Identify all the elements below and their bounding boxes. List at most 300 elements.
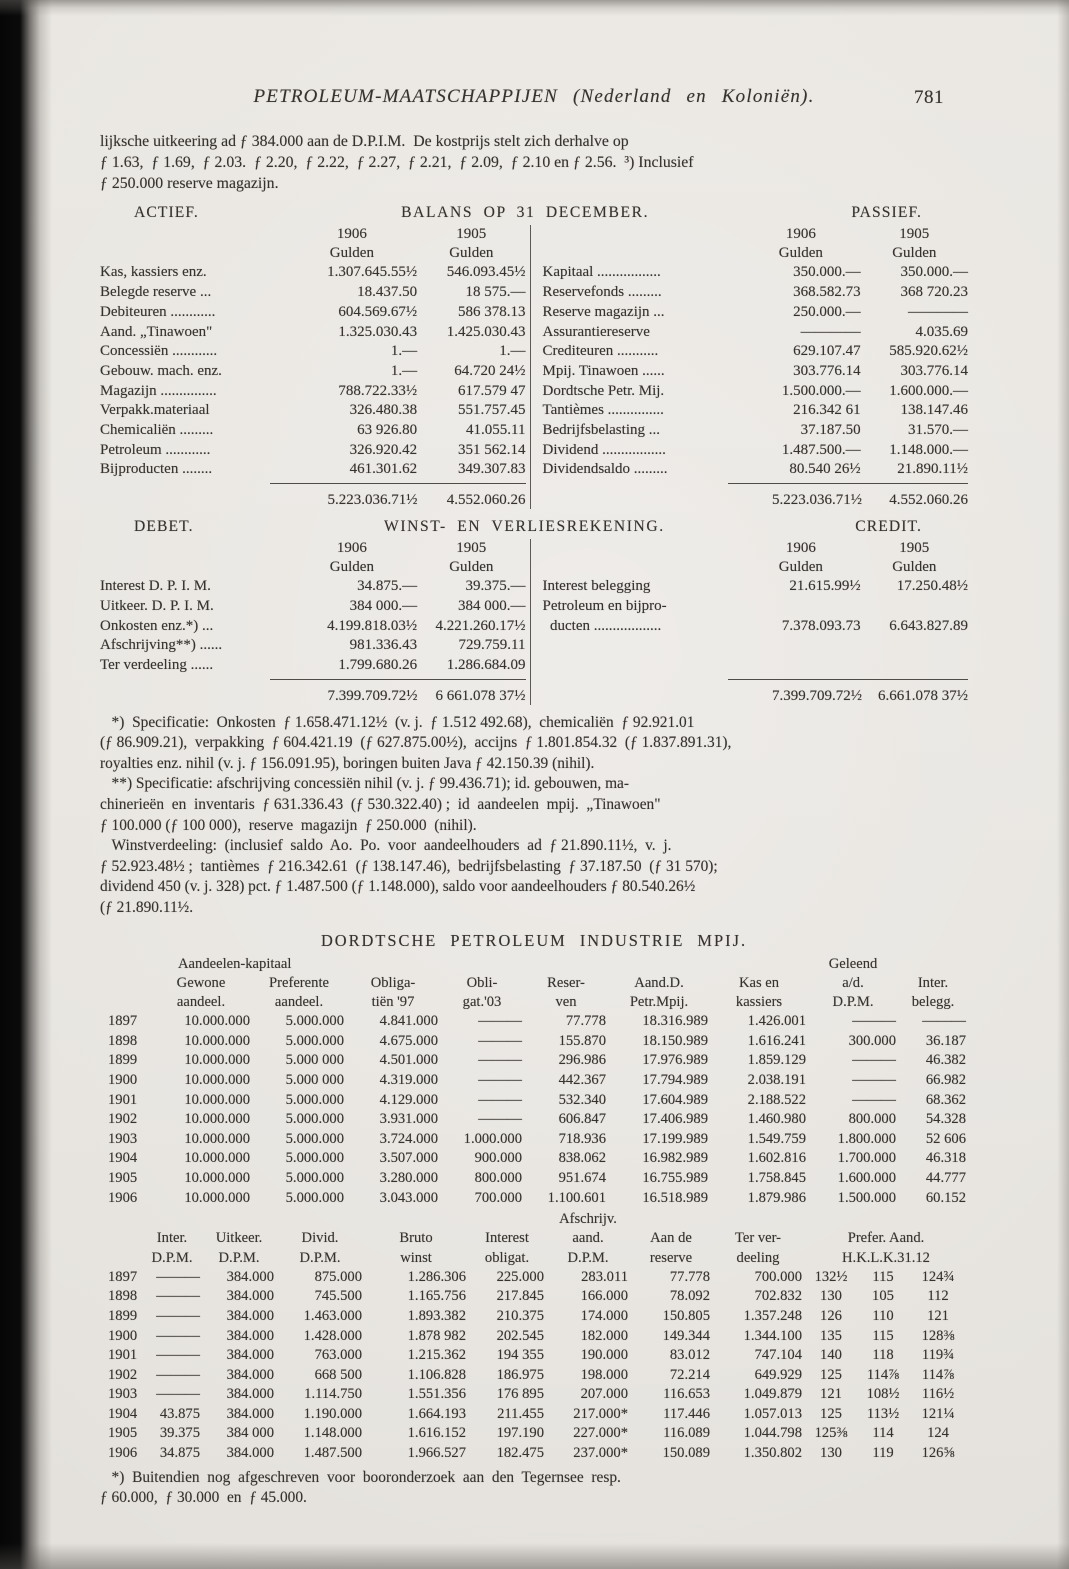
- table-cell: 1906: [108, 1189, 138, 1206]
- table-cell: Afschrijving**) ......: [100, 637, 223, 654]
- table-cell: 1899: [108, 1307, 138, 1324]
- table-row: [100, 1169, 968, 1189]
- total-1906: 7.399.709.72½: [772, 687, 862, 704]
- table-cell: winst: [400, 1249, 432, 1266]
- table-row: [543, 441, 969, 461]
- table-cell: 875.000: [314, 1268, 362, 1285]
- table-cell: 532.340: [558, 1091, 607, 1108]
- winst-tables: [100, 539, 968, 705]
- table-cell: Gebouw. mach. enz.: [100, 362, 222, 379]
- table-cell: ducten ..................: [542, 617, 662, 634]
- table-cell: ————: [800, 323, 861, 340]
- table-cell: ———: [478, 1032, 523, 1049]
- table-cell: 4.319.000: [379, 1071, 439, 1088]
- table-cell: 1.428.000: [303, 1327, 362, 1344]
- currency-header: Gulden: [329, 559, 374, 576]
- table-cell: 1.758.845: [747, 1169, 807, 1186]
- table-cell: ———: [156, 1307, 200, 1324]
- table-cell: 52 606: [925, 1130, 967, 1147]
- table-cell: 1.500.000.—: [781, 382, 861, 399]
- table-cell: [100, 1229, 142, 1248]
- table-cell: 1.—: [390, 362, 418, 379]
- table-row: [100, 1012, 968, 1032]
- passief-total: [543, 480, 969, 509]
- table-cell: 10.000.000: [184, 1013, 250, 1030]
- table-cell: [100, 974, 150, 993]
- table-cell: 105: [872, 1288, 894, 1305]
- table-cell: Divid.: [301, 1230, 339, 1247]
- text-line: **) Specificatie: afschrijving concessiën nihil (v. j. ƒ 99.436.71); id. gebouwen, ma-: [100, 775, 629, 793]
- year-header: 1905: [456, 540, 487, 557]
- table-cell: D.P.M.: [218, 1249, 260, 1266]
- table-row: [100, 1366, 968, 1386]
- table-cell: aand.: [572, 1230, 604, 1247]
- table-cell: 217.000*: [573, 1405, 628, 1422]
- winstverdeeling-paragraph: [100, 836, 968, 918]
- footnote-afschrijving: [100, 774, 968, 836]
- table-cell: 1.463.000: [303, 1307, 362, 1324]
- table-cell: 1897: [108, 1013, 138, 1030]
- credit-label: CREDIT.: [855, 518, 922, 536]
- table-cell: kassiers: [735, 993, 783, 1010]
- table-cell: ———: [478, 1091, 523, 1108]
- table-cell: 237.000*: [573, 1445, 628, 1462]
- table-row: [100, 244, 526, 263]
- table-cell: 68.362: [925, 1091, 967, 1108]
- table-cell: D.P.M.: [567, 1249, 609, 1266]
- table-cell: Inter.: [156, 1230, 188, 1247]
- table-cell: Reser-: [547, 974, 585, 991]
- table-row: [100, 636, 526, 656]
- page-edge-top: [0, 0, 1069, 16]
- table-cell: 1.148.000.—: [889, 441, 968, 458]
- table-cell: 1.600.000: [837, 1169, 897, 1186]
- table-row: [543, 342, 969, 362]
- text-line: *) Specificatie: Onkosten ƒ 1.658.471.12½ (v. j. ƒ 1.512 492.68), chemicaliën ƒ 92.921.01: [100, 713, 695, 731]
- table-cell: 114: [872, 1425, 894, 1442]
- table-cell: 17.199.989: [642, 1130, 709, 1147]
- table-cell: Kas, kassiers enz.: [100, 264, 207, 281]
- table-cell: 115: [872, 1268, 894, 1285]
- passief-label: PASSIEF.: [851, 204, 922, 222]
- table-row: [100, 1268, 968, 1288]
- table-cell: 1.215.362: [407, 1347, 466, 1364]
- table-row: [100, 263, 526, 283]
- table-cell: 5.000.000: [285, 1150, 344, 1167]
- table-cell: ———: [478, 1111, 523, 1128]
- table-cell: 1.878 982: [407, 1327, 466, 1344]
- table-row: [100, 1229, 968, 1248]
- table-row: [100, 577, 526, 597]
- balans-tables: [100, 225, 968, 509]
- table-cell: 2.188.522: [747, 1091, 807, 1108]
- table-cell: aandeel.: [176, 993, 226, 1010]
- table-cell: 216.342 61: [793, 402, 861, 419]
- table-cell: 31.570.—: [908, 422, 968, 439]
- page-title: PETROLEUM-MAATSCHAPPIJEN (Nederland en Koloniën).: [253, 86, 815, 107]
- table-cell: 300.000: [848, 1032, 897, 1049]
- year-header: 1906: [785, 540, 816, 557]
- table-cell: 3.043.000: [379, 1189, 439, 1206]
- table-cell: 788.722.33½: [338, 382, 418, 399]
- table-row: [100, 539, 526, 558]
- table-cell: 155.870: [558, 1032, 607, 1049]
- table-cell: Interest D. P. I. M.: [100, 578, 211, 595]
- table-cell: 227.000*: [573, 1425, 628, 1442]
- table-cell: 1.148.000: [303, 1425, 362, 1442]
- table-cell: 39.375: [159, 1425, 200, 1442]
- table-cell: 5.000.000: [285, 1032, 344, 1049]
- debet-total: [100, 676, 526, 705]
- table-cell: ven: [555, 993, 577, 1010]
- table-cell: 121: [927, 1307, 949, 1324]
- table-cell: Petroleum en bijpro-: [542, 597, 667, 614]
- table-row: [100, 974, 968, 993]
- table-cell: 700.000: [474, 1189, 523, 1206]
- table-row: [543, 283, 969, 303]
- table-cell: Bijproducten ........: [100, 461, 213, 478]
- table-cell: obligat.: [484, 1249, 530, 1266]
- table-cell: 1.286.306: [407, 1268, 466, 1285]
- table-cell: 838.062: [558, 1150, 607, 1167]
- table-cell: ———: [156, 1288, 200, 1305]
- table-cell: 1.190.000: [303, 1405, 362, 1422]
- table-cell: ———: [156, 1366, 200, 1383]
- table-cell: 384.000: [226, 1268, 274, 1285]
- table-row: [100, 1110, 968, 1130]
- table-cell: 37.187.50: [800, 422, 861, 439]
- year-header: 1906: [336, 540, 367, 557]
- table-cell: Reserve magazijn ...: [542, 303, 665, 320]
- table-cell: Petroleum ............: [100, 441, 211, 458]
- table-cell: 66.982: [925, 1071, 967, 1088]
- year-header: 1905: [899, 540, 930, 557]
- table-cell: 763.000: [314, 1347, 362, 1364]
- table-cell: 10.000.000: [184, 1091, 250, 1108]
- table-cell: 182.000: [580, 1327, 628, 1344]
- table-cell: 384.000: [226, 1445, 274, 1462]
- table-cell: H.K.L.K.31.12: [842, 1249, 930, 1266]
- table-row: [100, 303, 526, 323]
- text-line: (ƒ 86.909.21), verpakking ƒ 604.421.19 (ƒ 627.875.00½), accijns ƒ 1.801.854.32 (ƒ 1.837.891.31),: [100, 734, 732, 752]
- table-row: [543, 421, 969, 441]
- table-cell: 442.367: [558, 1071, 607, 1088]
- table-cell: Obli-: [466, 974, 498, 991]
- total-values: [100, 688, 526, 705]
- table-cell: 135: [820, 1327, 842, 1344]
- table-cell: Reservefonds .........: [542, 284, 662, 301]
- table-cell: 1.057.013: [743, 1405, 802, 1422]
- table-cell: 150.089: [662, 1445, 710, 1462]
- table-cell: ————: [908, 303, 968, 320]
- table-row: [100, 1189, 968, 1209]
- table-cell: 384.000: [226, 1386, 274, 1403]
- table-cell: 604.569.67½: [338, 303, 418, 320]
- table-cell: 110: [872, 1307, 894, 1324]
- table-cell: 384 000: [226, 1425, 274, 1442]
- page-number: 781: [914, 87, 944, 108]
- table-row: [100, 1405, 968, 1425]
- table-cell: Verpakk.materiaal: [100, 402, 210, 419]
- table-cell: ———: [156, 1327, 200, 1344]
- table-cell: 182.475: [496, 1445, 544, 1462]
- table-cell: [898, 955, 968, 974]
- table-cell: 1900: [108, 1071, 138, 1088]
- table-cell: 72.214: [669, 1366, 710, 1383]
- table-cell: 368 720.23: [900, 284, 968, 301]
- table-cell: ———: [478, 1013, 523, 1030]
- table-cell: 10.000.000: [184, 1150, 250, 1167]
- table-cell: 1.602.816: [747, 1150, 807, 1167]
- table-cell: 384.000: [226, 1288, 274, 1305]
- table-cell: 1.044.798: [743, 1425, 802, 1442]
- currency-header: Gulden: [892, 245, 937, 262]
- table-cell: 668 500: [314, 1366, 362, 1383]
- dordtsche-table-2: [100, 1210, 968, 1464]
- table-cell: Interest: [485, 1230, 529, 1247]
- table-cell: 981.336.43: [349, 637, 418, 654]
- table-cell: 112: [927, 1288, 949, 1305]
- dordtsche-title: DORDTSCHE PETROLEUM INDUSTRIE MPIJ.: [320, 930, 748, 950]
- table-cell: 210.375: [496, 1307, 544, 1324]
- table-cell: 140: [820, 1347, 842, 1364]
- table-cell: 10.000.000: [184, 1189, 250, 1206]
- table-row: [100, 656, 526, 676]
- table-cell: 7.378.093.73: [781, 617, 861, 634]
- table-cell: 1.—: [390, 343, 418, 360]
- winst-section-head: [100, 518, 968, 536]
- table-cell: 1.616.241: [747, 1032, 807, 1049]
- table-cell: 121¼: [921, 1405, 955, 1422]
- table-row: [100, 382, 526, 402]
- table-cell: 21.615.99½: [789, 578, 861, 595]
- table-cell: 80.540 26½: [789, 461, 861, 478]
- table-cell: 125: [820, 1366, 842, 1383]
- table-cell: 1904: [108, 1405, 138, 1422]
- table-cell: 21.890.11½: [897, 461, 968, 478]
- table-row: [100, 1444, 968, 1464]
- table-cell: ———: [478, 1071, 523, 1088]
- table-row: [100, 460, 526, 480]
- table-cell: [543, 558, 742, 577]
- table-cell: 225.000: [496, 1268, 544, 1285]
- table-cell: 1.487.500: [303, 1445, 362, 1462]
- text-line: ƒ 52.923.48½ ; tantièmes ƒ 216.342.61 (ƒ 138.147.46), bedrijfsbelasting ƒ 37.187.50 (ƒ 31 570);: [100, 857, 718, 875]
- table-cell: 461.301.62: [349, 461, 418, 478]
- table-cell: 1904: [108, 1150, 138, 1167]
- actief-total: [100, 480, 526, 509]
- table-cell: 46.318: [925, 1150, 967, 1167]
- table-cell: Concessiën ............: [100, 343, 218, 360]
- table-cell: 119: [872, 1445, 894, 1462]
- currency-header: Gulden: [778, 559, 823, 576]
- text-line: ƒ 1.63, ƒ 1.69, ƒ 2.03. ƒ 2.20, ƒ 2.22, ƒ 2.27, ƒ 2.21, ƒ 2.09, ƒ 2.10 en ƒ 2.56. ³) Inclusief: [100, 153, 694, 171]
- table-row: [100, 1287, 968, 1307]
- table-cell: 283.011: [581, 1268, 628, 1285]
- table-cell: 186.975: [496, 1366, 544, 1383]
- table-cell: Preferente: [269, 974, 329, 991]
- table-cell: 1.286.684.09: [446, 656, 526, 673]
- dordtsche-footnote: [100, 1468, 968, 1509]
- table-row: [543, 460, 969, 480]
- table-cell: 747.104: [754, 1347, 802, 1364]
- table-row: [543, 558, 969, 577]
- table-cell: Onkosten enz.*) ...: [100, 617, 214, 634]
- text-line: *) Buitendien nog afgeschreven voor booronderzoek aan den Tegernsee resp.: [100, 1468, 621, 1486]
- table-cell: 60.152: [925, 1189, 967, 1206]
- table-cell: 1902: [108, 1111, 138, 1128]
- table-row: [543, 225, 969, 244]
- table-cell: Assurantiereserve: [542, 323, 650, 340]
- table-cell: ———: [852, 1013, 897, 1030]
- table-cell: 1.551.356: [407, 1386, 466, 1403]
- table-cell: 5.000.000: [285, 1189, 344, 1206]
- table-cell: 800.000: [848, 1111, 897, 1128]
- table-cell: [276, 1210, 364, 1229]
- table-cell: 10.000.000: [184, 1130, 250, 1147]
- table-cell: 114⅞: [921, 1366, 955, 1383]
- table-cell: Aand.D.: [634, 974, 684, 991]
- table-cell: 1.460.980: [747, 1111, 807, 1128]
- table-cell: ———: [156, 1347, 200, 1364]
- table-cell: Afschrijv.: [559, 1211, 617, 1228]
- page-edge-right: [1057, 0, 1069, 1569]
- table-row: [100, 342, 526, 362]
- table-cell: 63 926.80: [357, 422, 418, 439]
- table-cell: 124¾: [921, 1268, 955, 1285]
- balans-actief-table: [100, 225, 526, 480]
- running-head: [100, 86, 968, 108]
- table-cell: 1.325.030.43: [338, 323, 418, 340]
- total-1906: 7.399.709.72½: [327, 687, 418, 704]
- table-cell: Geleend: [828, 955, 878, 972]
- table-cell: 1.114.750: [304, 1386, 362, 1403]
- table-cell: [100, 993, 150, 1012]
- table-cell: Aandeelen-kapitaal: [178, 955, 292, 972]
- table-cell: 194 355: [496, 1347, 544, 1364]
- table-cell: 629.107.47: [793, 343, 861, 360]
- table-cell: Uitkeer. D. P. I. M.: [100, 597, 214, 614]
- table-row: [543, 577, 969, 597]
- table-cell: [543, 539, 742, 558]
- table-cell: belegg.: [911, 993, 955, 1010]
- table-cell: 349.307.83: [458, 461, 526, 478]
- table-cell: Debiteuren ............: [100, 303, 216, 320]
- table-row: [543, 382, 969, 402]
- table-row: [100, 1149, 968, 1169]
- total-values: [100, 492, 526, 509]
- table-cell: 296.986: [558, 1052, 607, 1069]
- table-row: [100, 441, 526, 461]
- table-cell: 202.545: [496, 1327, 544, 1344]
- winst-debet-half: [100, 539, 531, 705]
- winst-credit-half: [531, 539, 969, 705]
- total-rule: [270, 483, 526, 484]
- table-row: [100, 1032, 968, 1052]
- table-cell: 1903: [108, 1130, 138, 1147]
- table-cell: 1.664.193: [407, 1405, 466, 1422]
- table-cell: Interest belegging: [542, 578, 651, 595]
- table-cell: 1905: [108, 1169, 138, 1186]
- table-cell: [100, 558, 287, 577]
- table-cell: 44.777: [925, 1169, 967, 1186]
- table-cell: 700.000: [754, 1268, 802, 1285]
- table-cell: D.P.M.: [151, 1249, 193, 1266]
- page-content: [100, 86, 968, 1509]
- table-cell: 116.089: [663, 1425, 710, 1442]
- table-cell: 217.845: [496, 1288, 544, 1305]
- table-row: [100, 1307, 968, 1327]
- table-cell: ———: [156, 1268, 200, 1285]
- table-row: [543, 597, 969, 617]
- table-cell: 1.966.527: [407, 1445, 466, 1462]
- table-cell: 800.000: [474, 1169, 523, 1186]
- table-cell: 34.875.—: [357, 578, 418, 595]
- table-cell: 5.000.000: [285, 1013, 344, 1030]
- table-cell: Kas en: [738, 974, 780, 991]
- table-cell: 1.879.986: [747, 1189, 807, 1206]
- table-cell: 125⅜: [814, 1425, 848, 1442]
- table-cell: 83.012: [669, 1347, 710, 1364]
- table-cell: 10.000.000: [184, 1071, 250, 1088]
- table-cell: 10.000.000: [184, 1032, 250, 1049]
- table-cell: ———: [852, 1091, 897, 1108]
- table-cell: 150.805: [662, 1307, 710, 1324]
- table-cell: Ter verdeeling ......: [100, 656, 214, 673]
- table-cell: 1.700.000: [837, 1150, 897, 1167]
- table-row: [100, 421, 526, 441]
- currency-header: Gulden: [449, 245, 494, 262]
- table-cell: 1906: [108, 1445, 138, 1462]
- table-cell: 211.455: [497, 1405, 544, 1422]
- table-cell: Petr.Mpij.: [629, 993, 689, 1010]
- table-cell: 2.038.191: [747, 1071, 807, 1088]
- table-cell: 1.000.000: [463, 1130, 523, 1147]
- table-row: [543, 263, 969, 283]
- table-cell: 3.507.000: [379, 1150, 439, 1167]
- table-cell: [202, 1210, 276, 1229]
- table-cell: Inter.: [917, 974, 949, 991]
- table-cell: 1.799.680.26: [338, 656, 418, 673]
- table-cell: 176 895: [496, 1386, 544, 1403]
- table-cell: 326.920.42: [349, 441, 418, 458]
- table-row: [100, 1210, 968, 1229]
- table-cell: [100, 539, 287, 558]
- table-row: [100, 955, 968, 974]
- table-cell: 4.221.260.17½: [435, 617, 526, 634]
- table-cell: Kapitaal .................: [542, 264, 661, 281]
- table-cell: 16.755.989: [642, 1169, 709, 1186]
- table-cell: 124: [927, 1425, 949, 1442]
- table-cell: 1901: [108, 1347, 138, 1364]
- table-cell: 1.100.601: [547, 1189, 607, 1206]
- table-cell: Aan de: [650, 1230, 692, 1247]
- total-1905: 6 661.078 37½: [435, 687, 526, 704]
- table-cell: 617.579 47: [458, 382, 526, 399]
- table-row: [100, 1130, 968, 1150]
- year-header: 1905: [456, 226, 487, 243]
- table-cell: 585.920.62½: [889, 343, 968, 360]
- footnotes-block: [100, 713, 968, 919]
- table-cell: 1902: [108, 1366, 138, 1383]
- table-cell: 1.307.645.55½: [327, 264, 418, 281]
- text-line: (ƒ 21.890.11½.: [100, 898, 194, 916]
- dordtsche-table-1: [100, 955, 968, 1209]
- table-cell: 718.936: [558, 1130, 607, 1147]
- table-cell: 166.000: [580, 1288, 628, 1305]
- table-cell: 384.000: [226, 1307, 274, 1324]
- total-rule: [728, 483, 968, 484]
